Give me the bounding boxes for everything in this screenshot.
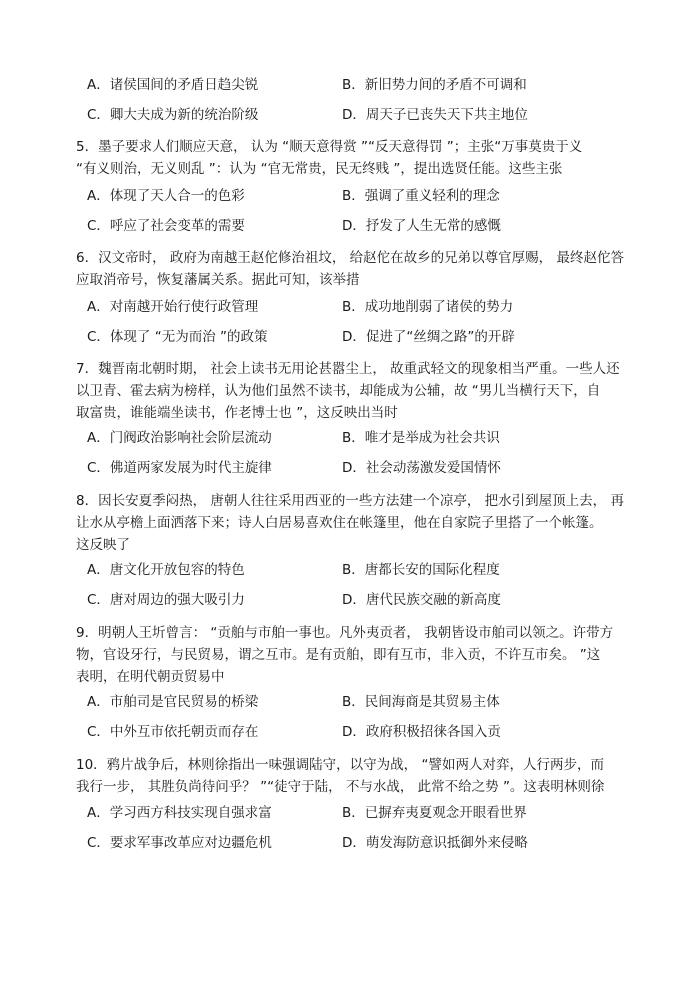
- question-6-stem: [76, 247, 636, 291]
- q6-option-c[interactable]: C．体现了 “无为而治 ”的政策: [87, 329, 268, 345]
- q5-options-row-1: [87, 185, 647, 207]
- q6-option-d[interactable]: D．促进了“丝绸之路”的开辟: [342, 329, 515, 345]
- q5-option-c[interactable]: C．呼应了社会变革的需要: [87, 218, 245, 234]
- q10-option-a[interactable]: A．学习西方科技实现自强求富: [87, 805, 272, 821]
- q6-options-row-1: [87, 296, 647, 318]
- q4-option-b[interactable]: B．新旧势力间的矛盾不可调和: [342, 77, 527, 93]
- q6-option-a[interactable]: A．对南越开始行使行政管理: [87, 299, 259, 315]
- q9-option-a[interactable]: A．市舶司是官民贸易的桥梁: [87, 694, 259, 710]
- q7-option-a[interactable]: A．门阀政治影响社会阶层流动: [87, 430, 272, 446]
- q5-option-a[interactable]: A．体现了天人合一的色彩: [87, 188, 245, 204]
- question-line: 物，官设牙行，与民贸易，谓之互市。是有贡舶，即有互市，非入贡，不许互市矣。 ”这: [76, 647, 601, 663]
- question-line: 取富贵，谁能端坐读书，作老博士也 ”，这反映出当时: [76, 405, 398, 421]
- q4-options-row-1: [87, 74, 647, 96]
- q4-options-row-2: [87, 104, 647, 126]
- q5-options-row-2: [87, 215, 647, 237]
- q7-option-c[interactable]: C．佛道两家发展为时代主旋律: [87, 460, 272, 476]
- question-line: “有义则治，无义则乱 ”：认为 “官无常贵，民无终贱 ”，提出选贤任能。这些主张: [76, 161, 563, 177]
- question-line: 让水从亭檐上面洒落下来；诗人白居易喜欢住在帐篷里，他在自家院子里搭了一个帐篷。: [76, 515, 603, 531]
- q9-option-d[interactable]: D．政府积极招徕各国入贡: [342, 724, 501, 740]
- q10-option-c[interactable]: C．要求军事改革应对边疆危机: [87, 835, 272, 851]
- q10-option-d[interactable]: D．萌发海防意识抵御外来侵略: [342, 835, 528, 851]
- question-line: 我行一步， 其胜负尚待问乎？ ”“徒守于陆， 不与水战， 此常不给之势 ”。这表明林则徐: [76, 779, 605, 795]
- q7-option-d[interactable]: D．社会动荡激发爱国情怀: [342, 460, 501, 476]
- question-line: 以卫青、霍去病为榜样，认为他们虽然不读书，却能成为公辅，故 “男儿当横行天下，自: [76, 383, 601, 399]
- q7-options-row-1: [87, 427, 647, 449]
- q10-option-b[interactable]: B．已摒弃夷夏观念开眼看世界: [342, 805, 527, 821]
- question-line: 8．因长安夏季闷热， 唐朝人往往采用西亚的一些方法建一个凉亭， 把水引到屋顶上去， 再: [76, 493, 624, 509]
- q9-options-row-2: [87, 721, 647, 743]
- q9-option-b[interactable]: B．民间海商是其贸易主体: [342, 694, 500, 710]
- q7-options-row-2: [87, 457, 647, 479]
- q8-option-c[interactable]: C．唐对周边的强大吸引力: [87, 592, 245, 608]
- question-8-stem: [76, 490, 636, 556]
- question-line: 应取消帝号，恢复藩属关系。据此可知，该举措: [76, 272, 360, 288]
- question-line: 表明，在明代朝贡贸易中: [76, 669, 225, 685]
- q8-option-a[interactable]: A．唐文化开放包容的特色: [87, 562, 245, 578]
- question-10-stem: [76, 754, 636, 798]
- q10-options-row-1: [87, 802, 647, 824]
- question-5-stem: [76, 136, 636, 180]
- q5-option-b[interactable]: B．强调了重义轻利的理念: [342, 188, 500, 204]
- q5-option-d[interactable]: D．抒发了人生无常的感慨: [342, 218, 501, 234]
- question-line: 这反映了: [76, 537, 130, 553]
- q8-options-row-2: [87, 589, 647, 611]
- q9-options-row-1: [87, 691, 647, 713]
- q8-option-d[interactable]: D．唐代民族交融的新高度: [342, 592, 501, 608]
- q4-option-c[interactable]: C．卿大夫成为新的统治阶级: [87, 107, 259, 123]
- q7-option-b[interactable]: B．唯才是举成为社会共识: [342, 430, 500, 446]
- question-line: 10．鸦片战争后，林则徐指出一味强调陆守，以守为战， “譬如两人对弈，人行两步，而: [76, 757, 604, 773]
- question-line: 6．汉文帝时， 政府为南越王赵佗修治祖坟， 给赵佗在故乡的兄弟以尊官厚赐， 最终赵佗答: [76, 250, 624, 266]
- question-line: 9．明朝人王圻曾言： “贡舶与市舶一事也。凡外夷贡者， 我朝皆设市舶司以领之。许带方: [76, 625, 614, 641]
- question-line: 7．魏晋南北朝时期， 社会上读书无用论甚嚣尘上， 故重武轻文的现象相当严重。一些人还: [76, 361, 620, 377]
- q6-option-b[interactable]: B．成功地削弱了诸侯的势力: [342, 299, 514, 315]
- question-line: 5．墨子要求人们顺应天意， 认为 “顺天意得赏 ”“反天意得罚 ”；主张“万事莫贵于义: [76, 139, 583, 155]
- q8-options-row-1: [87, 559, 647, 581]
- q8-option-b[interactable]: B．唐都长安的国际化程度: [342, 562, 500, 578]
- q9-option-c[interactable]: C．中外互市依托朝贡而存在: [87, 724, 259, 740]
- q4-option-d[interactable]: D．周天子已丧失天下共主地位: [342, 107, 528, 123]
- q4-option-a[interactable]: A．诸侯国间的矛盾日趋尖锐: [87, 77, 259, 93]
- q10-options-row-2: [87, 832, 647, 854]
- question-9-stem: [76, 622, 636, 688]
- question-7-stem: [76, 358, 636, 424]
- q6-options-row-2: [87, 326, 647, 348]
